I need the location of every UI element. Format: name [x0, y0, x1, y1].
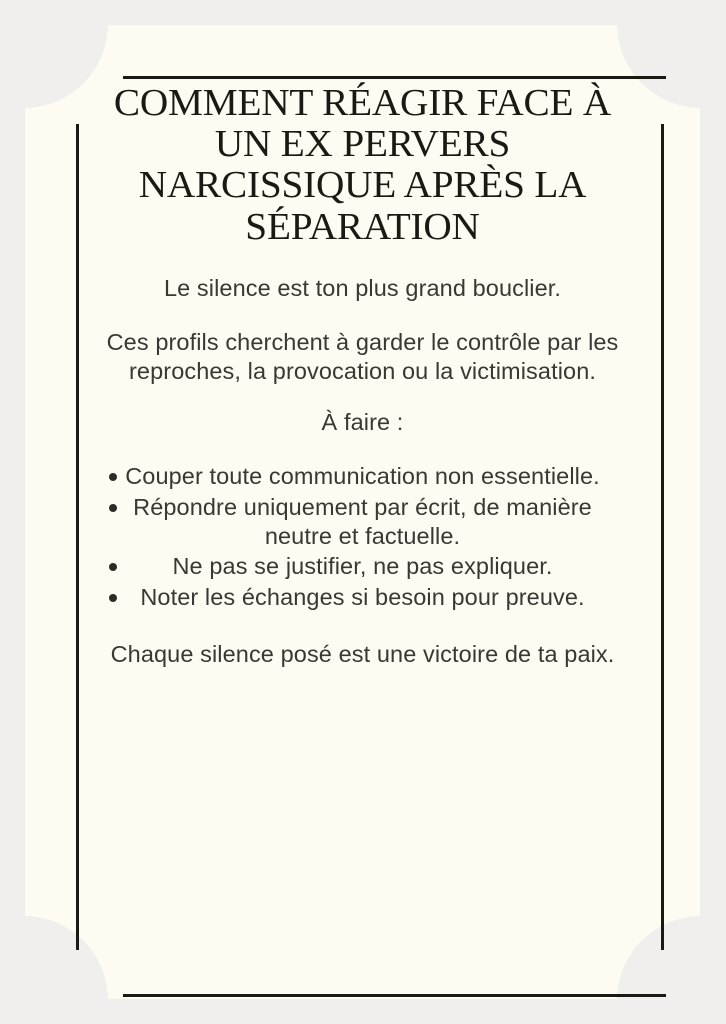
closing-paragraph: Chaque silence posé est une victoire de ta paix.: [110, 640, 615, 667]
bullet-icon: [109, 594, 117, 602]
list-item: [100, 552, 625, 581]
poster-card: [25, 25, 700, 999]
explanation-paragraph: Ces profils cherchent à garder le contrôle par les reproches, la provocation ou la victimisation.: [106, 329, 619, 385]
list-heading: À faire :: [321, 408, 404, 435]
list-item-label: Répondre uniquement par écrit, de manière neutre et factuelle.: [133, 494, 592, 549]
list-item: [100, 493, 625, 550]
frame-rule-bottom: [123, 994, 666, 997]
corner-scoop-bottom-right: [617, 916, 700, 999]
frame-rule-right: [661, 124, 664, 950]
poster-title: COMMENT RÉAGIR FACE À UN EX PERVERS NARCISSIQUE APRÈS LA SÉPARATION: [113, 82, 612, 248]
action-list: [100, 462, 625, 611]
frame-rule-top: [123, 76, 666, 79]
list-item-label: Couper toute communication non essentielle.: [125, 463, 600, 490]
list-item: [100, 583, 625, 612]
poster-body: [100, 274, 625, 669]
bullet-icon: [109, 504, 117, 512]
corner-scoop-bottom-left: [25, 916, 108, 999]
intro-paragraph: Le silence est ton plus grand bouclier.: [163, 274, 562, 301]
list-item: [100, 462, 625, 491]
list-item-label: Ne pas se justifier, ne pas expliquer.: [172, 553, 553, 580]
list-item-label: Noter les échanges si besoin pour preuve.: [140, 584, 585, 610]
poster-content: [100, 83, 625, 668]
frame-rule-left: [76, 124, 79, 950]
